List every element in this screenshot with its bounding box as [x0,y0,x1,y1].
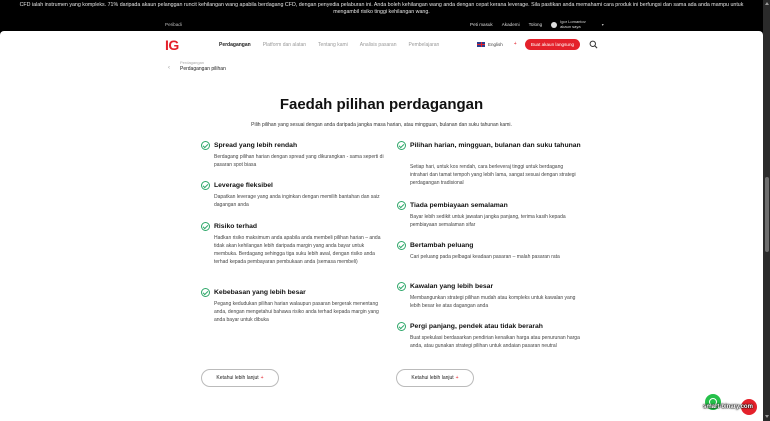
user-menu[interactable] [551,20,604,30]
breadcrumb-current: Perdagangan pilihan [180,66,226,72]
page-title: Faedah pilihan perdagangan [279,96,484,113]
nav-item-about[interactable]: Tentang kami [318,42,348,48]
feature-desc: Dapatkan leverage yang anda inginkan dengan memilih bantahan dan saiz dagangan anda [214,194,380,208]
feature-title: Tiada pembiayaan semalaman [410,202,508,209]
nav-item-platforms[interactable]: Platform dan alatan [262,42,307,48]
plus-icon: + [455,375,459,381]
user-name: Igor Lomantov [560,19,586,24]
feature-desc: Hadkan risiko maksimum anda apabila anda membeli pilihan harian – anda tidak akan kehilangan lebih daripada margin yang anda bayar untuk membuka. Berdagang sehingga tiga suku lebih awal, dengan risiko anda terhad kepada pembayaran pembukaan anda (semasa membeli) [214,235,381,265]
feature-title: Leverage fleksibel [214,182,273,189]
check-circle-icon [397,141,406,150]
scroll-down-arrow-icon[interactable] [765,415,769,418]
uk-flag-icon [477,42,485,47]
learn-more-label: Ketahui lebih lanjut [411,375,454,381]
feature-desc: Bayar lebih sedikit untuk jawatan jangka panjang, terima kasih kepada pembiayaan semalaman sifar [410,214,566,228]
feature-desc: Setiap hari, untuk kos rendah, cara berleveraj tinggi untuk berdagang intrahari dan tamat tempoh yang lebih lama, sangat sesuai dengan strategi perdagangan tradisional [410,164,576,186]
page-scrollbar[interactable] [763,0,770,421]
main-nav [0,31,763,59]
learn-more-label: Ketahui lebih lanjut [216,375,259,381]
check-circle-icon [201,141,210,150]
nav-item-analysis[interactable]: Analisis pasaran [359,42,397,48]
check-circle-icon [201,181,210,190]
feature-title: Pergi panjang, pendek atau tidak berarah [410,323,543,330]
ig-logo[interactable]: IG [165,37,179,53]
feature-desc: Berdagang pilihan harian dengan spread yang dikurangkan - sama seperti di pasaran spot biasa [214,154,384,168]
inbox-link[interactable]: Peti masuk [470,22,493,28]
check-circle-icon [201,222,210,231]
scrollbar-thumb[interactable] [765,177,769,252]
check-circle-icon [397,201,406,210]
search-icon[interactable] [589,40,598,49]
feature-title: Bertambah peluang [410,242,474,249]
help-link[interactable]: Tolong [528,22,543,28]
feature-title: Kebebasan yang lebih besar [214,289,306,296]
feature-desc: Membangunkan strategi pilihan mudah atau kompleks untuk kawalan yang lebih besar ke atas dagangan anda [410,295,576,309]
language-label: English [488,41,503,47]
risk-warning-banner [0,0,763,17]
nav-item-trading[interactable]: Perdagangan [219,42,251,48]
top-utility-bar [0,17,763,31]
main-page [0,31,763,421]
page-subtitle: Pilih pilihan yang sesuai dengan anda daripada jangka masa harian, atau mingguan, bulanan dan suku tahunan kami. [251,122,512,128]
risk-warning-text: CFD ialah instrumen yang kompleks. 71% daripada akaun pelanggan runcit kehilangan wang apabila berdagang CFD, dengan penyedia pelaburan ini. Anda boleh kehilangan wang anda dengan cepat kerana leverage. Sila pastikan anda memahami cara produk ini berfungsi dan sama ada anda mampu untuk mengambil risiko tinggi kehilangan wang. [19,2,744,15]
check-circle-icon [397,241,406,250]
check-circle-icon [397,322,406,331]
learn-more-button-left[interactable] [201,369,279,387]
feature-desc: Buat spekulasi berdasarkan pendirian kenaikan harga atau penurunan harga anda, atau gunakan strategi pilihan untuk andaian pasaran neutral [410,335,580,349]
open-live-account-button[interactable]: Buat akaun langsung [525,39,580,50]
watermark: smart-binary.com [703,404,753,410]
check-circle-icon [201,288,210,297]
academy-link[interactable]: Akademi [501,22,520,28]
learn-more-button-right[interactable] [396,369,474,387]
segment-personal-link[interactable]: Peribadi [165,22,182,27]
feature-title: Spread yang lebih rendah [214,142,298,149]
nav-item-learning[interactable]: Pembelajaran [408,42,440,48]
user-avatar-icon [551,22,557,28]
scroll-up-arrow-icon[interactable] [765,2,769,5]
feature-desc: Cari peluang pada pelbagai keadaan pasaran – malah pasaran rata [410,254,560,260]
feature-title: Pilihan harian, mingguan, bulanan dan suku tahunan [410,142,581,149]
language-selector[interactable] [477,41,517,47]
feature-desc: Pegang kedudukan pilihan harian walaupun pasaran bergerak menentang anda, dengan mengetahui bahawa risiko anda terhad kepada margin yang anda bayar untuk dibuka [214,301,379,323]
user-account-label: akaun saya [560,23,581,29]
breadcrumb-parent[interactable]: Perdagangan [180,60,205,65]
back-chevron-icon[interactable]: ‹ [168,65,170,71]
feature-title: Kawalan yang lebih besar [410,283,494,290]
plus-icon: + [260,375,264,381]
check-circle-icon [397,282,406,291]
plus-icon: + [513,41,517,47]
feature-title: Risiko terhad [214,223,258,230]
chevron-down-icon[interactable]: ▾ [601,22,604,28]
